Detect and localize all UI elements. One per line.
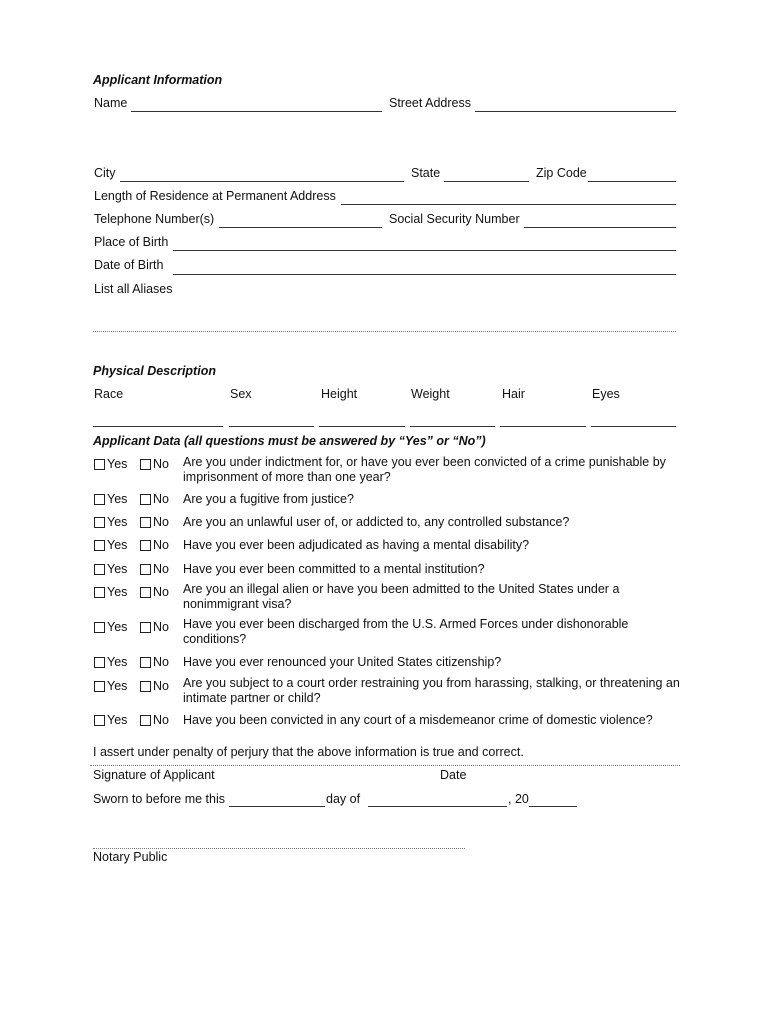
race-label: Race	[94, 387, 124, 401]
q1-yes-label: Yes	[107, 457, 128, 471]
q3-yes-checkbox[interactable]	[94, 517, 105, 528]
q10-text: Have you been convicted in any court of a misdemeanor crime of domestic violence?	[183, 713, 653, 727]
q1-yes-checkbox[interactable]	[94, 459, 105, 470]
q10-yes-checkbox[interactable]	[94, 715, 105, 726]
zip-code-field[interactable]	[588, 181, 676, 182]
q9-no-checkbox[interactable]	[140, 681, 151, 692]
q3-yes-label: Yes	[107, 515, 128, 529]
aliases-label: List all Aliases	[94, 282, 173, 296]
q10-no-checkbox[interactable]	[140, 715, 151, 726]
telephone-label: Telephone Number(s)	[94, 212, 215, 226]
sex-field[interactable]	[229, 426, 314, 427]
street-address-field[interactable]	[475, 111, 676, 112]
q2-no-label: No	[153, 492, 169, 506]
q9-text: Are you subject to a court order restraining you from harassing, stalking, or threatening an intimate partner or child?	[183, 676, 680, 705]
signature-label: Signature of Applicant	[93, 768, 215, 782]
eyes-field[interactable]	[591, 426, 676, 427]
q5-no-label: No	[153, 562, 169, 576]
q1-text: Are you under indictment for, or have you ever been convicted of a crime punishable by imprisonment of more than one year?	[183, 455, 666, 484]
q2-text: Are you a fugitive from justice?	[183, 492, 354, 506]
applicant-data-heading: Applicant Data (all questions must be answered by “Yes” or “No”)	[93, 434, 486, 448]
height-field[interactable]	[319, 426, 405, 427]
q8-no-label: No	[153, 655, 169, 669]
place-of-birth-label: Place of Birth	[94, 235, 169, 249]
sworn-label: Sworn to before me this	[93, 792, 226, 806]
q4-text: Have you ever been adjudicated as having a mental disability?	[183, 538, 530, 552]
q8-yes-label: Yes	[107, 655, 128, 669]
q8-text: Have you ever renounced your United States citizenship?	[183, 655, 502, 669]
race-field[interactable]	[93, 426, 223, 427]
state-field[interactable]	[444, 181, 529, 182]
q6-no-checkbox[interactable]	[140, 587, 151, 598]
city-label: City	[94, 166, 116, 180]
q3-no-label: No	[153, 515, 169, 529]
q8-yes-checkbox[interactable]	[94, 657, 105, 668]
hair-field[interactable]	[500, 426, 586, 427]
day-of-label: day of	[326, 792, 361, 806]
attestation-statement: I assert under penalty of perjury that the above information is true and correct.	[93, 745, 524, 759]
date-of-birth-field[interactable]	[173, 274, 676, 275]
q5-no-checkbox[interactable]	[140, 564, 151, 575]
q7-yes-label: Yes	[107, 620, 128, 634]
q4-yes-label: Yes	[107, 538, 128, 552]
q10-yes-label: Yes	[107, 713, 128, 727]
q2-no-checkbox[interactable]	[140, 494, 151, 505]
physical-description-heading: Physical Description	[93, 364, 216, 378]
state-label: State	[411, 166, 441, 180]
q3-text: Are you an unlawful user of, or addicted to, any controlled substance?	[183, 515, 570, 529]
q4-no-label: No	[153, 538, 169, 552]
signature-field[interactable]	[90, 765, 680, 766]
height-label: Height	[321, 387, 358, 401]
q4-yes-checkbox[interactable]	[94, 540, 105, 551]
q6-yes-checkbox[interactable]	[94, 587, 105, 598]
date-label: Date	[440, 768, 467, 782]
q5-yes-label: Yes	[107, 562, 128, 576]
q6-text: Are you an illegal alien or have you been admitted to the United States under a nonimmigrant visa?	[183, 582, 620, 611]
q9-no-label: No	[153, 679, 169, 693]
q6-no-label: No	[153, 585, 169, 599]
q4-no-checkbox[interactable]	[140, 540, 151, 551]
weight-label: Weight	[411, 387, 450, 401]
telephone-field[interactable]	[219, 227, 382, 228]
sworn-month-field[interactable]	[368, 806, 507, 807]
q7-text: Have you ever been discharged from the U.S. Armed Forces under dishonorable conditions?	[183, 617, 629, 646]
q1-no-label: No	[153, 457, 169, 471]
sworn-year-field[interactable]	[529, 806, 577, 807]
year-label: , 20	[508, 792, 529, 806]
street-address-label: Street Address	[389, 96, 471, 110]
q5-text: Have you ever been committed to a mental institution?	[183, 562, 485, 576]
q7-no-label: No	[153, 620, 169, 634]
q2-yes-label: Yes	[107, 492, 128, 506]
notary-label: Notary Public	[93, 850, 168, 864]
sex-label: Sex	[230, 387, 252, 401]
q2-yes-checkbox[interactable]	[94, 494, 105, 505]
q8-no-checkbox[interactable]	[140, 657, 151, 668]
notary-signature-field[interactable]	[93, 848, 465, 849]
aliases-field[interactable]	[93, 331, 676, 332]
residence-length-label: Length of Residence at Permanent Address	[94, 189, 336, 203]
ssn-label: Social Security Number	[389, 212, 520, 226]
applicant-info-heading: Applicant Information	[93, 73, 223, 87]
place-of-birth-field[interactable]	[173, 250, 676, 251]
q5-yes-checkbox[interactable]	[94, 564, 105, 575]
city-field[interactable]	[120, 181, 404, 182]
zip-code-label: Zip Code	[536, 166, 587, 180]
q9-yes-checkbox[interactable]	[94, 681, 105, 692]
date-of-birth-label: Date of Birth	[94, 258, 164, 272]
q6-yes-label: Yes	[107, 585, 128, 599]
q7-no-checkbox[interactable]	[140, 622, 151, 633]
q10-no-label: No	[153, 713, 169, 727]
name-field[interactable]	[131, 111, 382, 112]
q1-no-checkbox[interactable]	[140, 459, 151, 470]
sworn-day-field[interactable]	[229, 806, 325, 807]
eyes-label: Eyes	[592, 387, 620, 401]
q3-no-checkbox[interactable]	[140, 517, 151, 528]
hair-label: Hair	[502, 387, 525, 401]
weight-field[interactable]	[410, 426, 495, 427]
q9-yes-label: Yes	[107, 679, 128, 693]
ssn-field[interactable]	[524, 227, 676, 228]
q7-yes-checkbox[interactable]	[94, 622, 105, 633]
name-label: Name	[94, 96, 128, 110]
residence-length-field[interactable]	[341, 204, 676, 205]
